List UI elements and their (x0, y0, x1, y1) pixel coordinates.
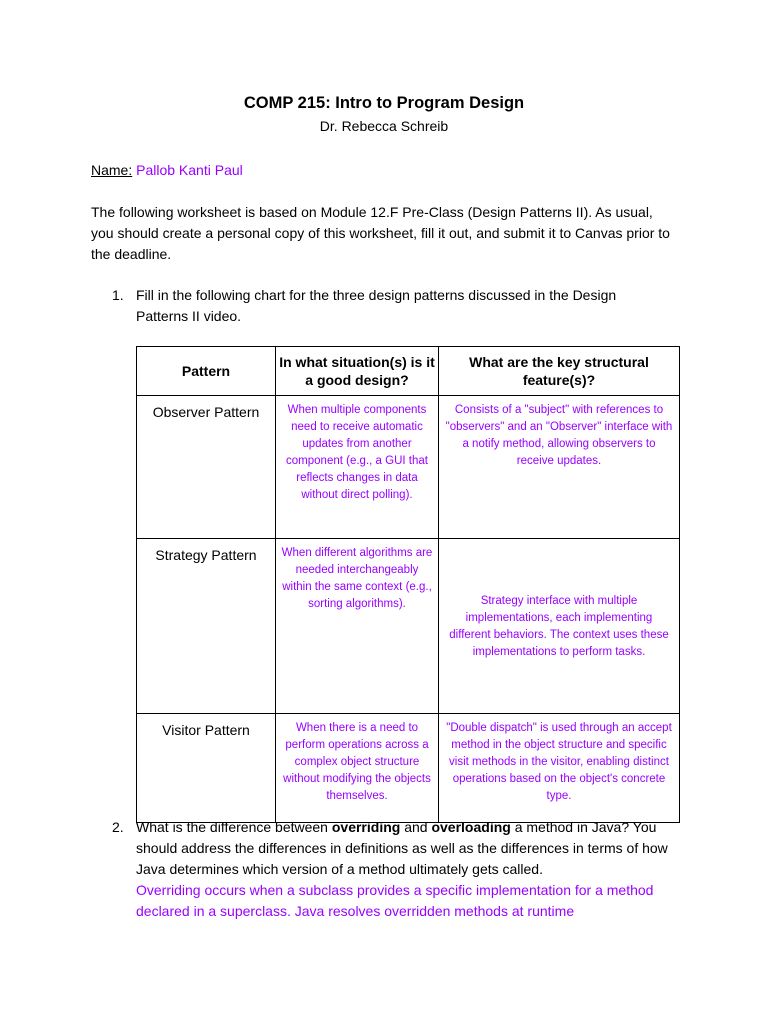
header-features: What are the key structural feature(s)? (439, 347, 680, 396)
pattern-name: Strategy Pattern (137, 539, 276, 714)
features-cell: Consists of a "subject" with references to "observers" and an "Observer" interface with a notify method, allowing observers to receive updates. (439, 396, 680, 539)
table-header-row (137, 347, 680, 396)
question-2-text-part: a method in Java? You should address the differences in definitions as well as the differences in terms of how Java determines which version of a method ultimately gets called. (136, 819, 668, 877)
question-2-bold-overriding: overriding (331, 819, 401, 835)
question-1-text: Fill in the following chart for the three design patterns discussed in the Design Patterns II video. (136, 287, 617, 324)
features-cell: Strategy interface with multiple implementations, each implementing different behaviors. The context uses these implementations to perform tasks. (439, 539, 680, 714)
table-row (137, 396, 680, 539)
name-label: Name: (91, 162, 133, 178)
features-cell: "Double dispatch" is used through an accept method in the object structure and specific visit methods in the visitor, enabling distinct operations based on the object's concrete type. (439, 714, 680, 823)
pattern-name: Observer Pattern (137, 396, 276, 539)
question-2-text-part: What is the difference between (136, 819, 332, 835)
header-pattern: Pattern (137, 347, 276, 396)
document-title: COMP 215: Intro to Program Design (243, 94, 525, 112)
question-2-text-part: and (400, 819, 432, 835)
question-1-number: 1. (112, 287, 124, 303)
student-name-line (91, 162, 243, 178)
intro-paragraph: The following worksheet is based on Module 12.F Pre-Class (Design Patterns II). As usual, you should create a personal copy of this worksheet, fill it out, and submit it to Canvas prior to the deadline. (91, 204, 670, 262)
student-name: Pallob Kanti Paul (136, 162, 243, 178)
situation-cell: When there is a need to perform operations across a complex object structure without modifying the objects themselves. (276, 714, 439, 823)
question-2-answer: Overriding occurs when a subclass provides a specific implementation for a method declared in a superclass. Java resolves overridden methods at runtime (136, 882, 654, 919)
question-2-number: 2. (112, 819, 124, 835)
header-situation: In what situation(s) is it a good design? (276, 347, 439, 396)
pattern-name: Visitor Pattern (137, 714, 276, 823)
table-row (137, 539, 680, 714)
situation-cell: When multiple components need to receive automatic updates from another component (e.g., a GUI that reflects changes in data without direct polling). (276, 396, 439, 539)
design-patterns-table (136, 346, 680, 823)
question-2-text (136, 817, 671, 922)
table-row (137, 714, 680, 823)
instructor-name: Dr. Rebecca Schreib (319, 118, 449, 134)
question-2-bold-overloading: overloading (431, 819, 511, 835)
situation-cell: When different algorithms are needed interchangeably within the same context (e.g., sorting algorithms). (276, 539, 439, 714)
